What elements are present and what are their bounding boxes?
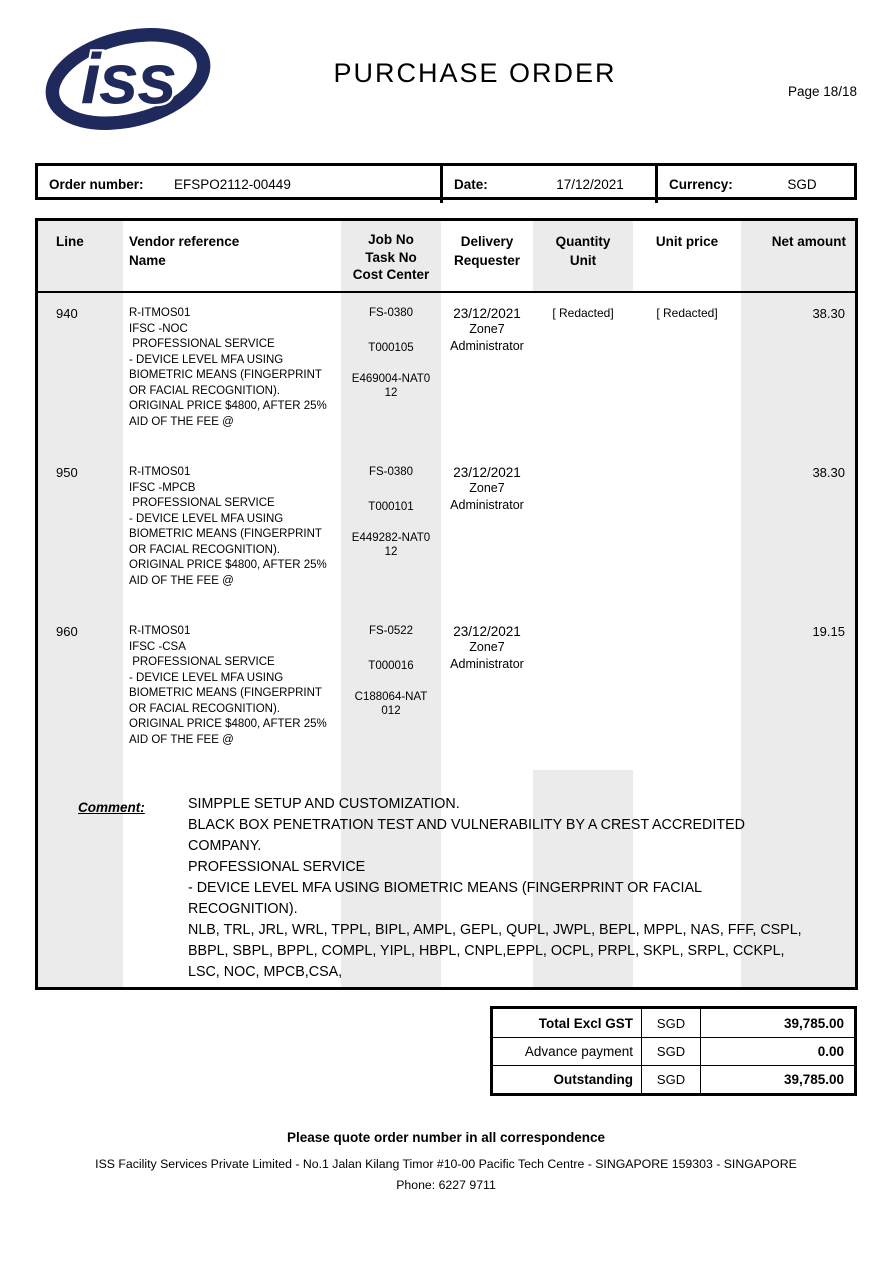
requester-line: Administrator xyxy=(450,657,524,671)
unit-price-cell: [ Redacted] xyxy=(656,306,718,320)
delivery-cell xyxy=(441,611,533,770)
line-number-cell: 950 xyxy=(56,465,78,480)
totals-label: Outstanding xyxy=(553,1072,633,1087)
vendor-line: IFSC -CSA xyxy=(129,640,186,653)
cost-center-line: E469004-NAT0 xyxy=(351,373,431,385)
column-header-vendor xyxy=(123,221,341,291)
vendor-line: - DEVICE LEVEL MFA USING xyxy=(129,353,284,366)
cost-center xyxy=(341,531,441,559)
date-label: Date: xyxy=(454,177,488,192)
vendor-line: AID OF THE FEE @ xyxy=(129,733,234,746)
currency-label-cell xyxy=(655,166,750,203)
table-body-spacer xyxy=(38,770,855,786)
document-title: PURCHASE ORDER xyxy=(333,58,617,88)
vendor-cell xyxy=(123,611,341,770)
footer-phone-line: Phone: 6227 9711 xyxy=(396,1178,496,1192)
footer-quote-note: Please quote order number in all correspondence xyxy=(286,1130,606,1145)
column-header-unit-price: Unit price xyxy=(655,234,719,249)
vendor-line: AID OF THE FEE @ xyxy=(129,415,234,428)
delivery-date: 23/12/2021 xyxy=(453,465,521,480)
vendor-line: ORIGINAL PRICE $4800, AFTER 25% xyxy=(129,559,327,571)
totals-row xyxy=(493,1009,854,1037)
task-no: T000016 xyxy=(368,660,414,672)
order-header-bar xyxy=(35,163,857,200)
job-cell xyxy=(341,293,441,452)
comment-line: PROFESSIONAL SERVICE xyxy=(188,859,366,875)
job-cell xyxy=(341,611,441,770)
totals-label: Advance payment xyxy=(524,1044,633,1059)
unit-price-cell xyxy=(633,452,741,611)
comment-line: LSC, NOC, MPCB,CSA, xyxy=(188,964,343,980)
table-row xyxy=(38,611,855,770)
vendor-line: IFSC -NOC xyxy=(129,322,188,335)
task-no: T000101 xyxy=(368,501,414,513)
requester-line: Zone7 xyxy=(469,322,505,336)
column-header-job xyxy=(341,221,441,291)
iss-logo-icon xyxy=(38,26,218,132)
column-header-job-line2: Task No xyxy=(365,249,417,265)
comment-line: SIMPPLE SETUP AND CUSTOMIZATION. xyxy=(188,796,460,812)
comment-label: Comment: xyxy=(78,800,145,815)
delivery-date: 23/12/2021 xyxy=(453,624,521,639)
logo-text: iss xyxy=(80,39,176,120)
order-number-label: Order number: xyxy=(49,177,144,192)
table-body xyxy=(38,293,855,770)
requester-line: Zone7 xyxy=(469,640,505,654)
column-header-quantity-line1: Quantity xyxy=(555,234,611,249)
cost-center-line: C188064-NAT xyxy=(354,691,428,703)
comment-line: RECOGNITION). xyxy=(188,901,298,917)
totals-amount: 0.00 xyxy=(817,1044,844,1059)
line-number-cell: 940 xyxy=(56,306,78,321)
comment-section xyxy=(38,786,855,987)
column-header-job-line3: Cost Center xyxy=(352,267,430,282)
column-header-delivery-line1: Delivery xyxy=(460,234,514,249)
requester-line: Administrator xyxy=(450,498,524,512)
totals-table xyxy=(490,1006,857,1096)
cost-center-line: E449282-NAT0 xyxy=(351,532,431,544)
vendor-line: R-ITMOS01 xyxy=(129,466,191,478)
table-row xyxy=(38,452,855,611)
cost-center xyxy=(341,372,441,400)
cost-center-line: 12 xyxy=(384,387,398,399)
task-no: T000105 xyxy=(368,342,414,354)
line-number-cell: 960 xyxy=(56,624,78,639)
job-no: FS-0380 xyxy=(368,307,414,319)
vendor-cell xyxy=(123,452,341,611)
vendor-line: IFSC -MPCB xyxy=(129,481,196,494)
vendor-line: PROFESSIONAL SERVICE xyxy=(129,656,275,668)
order-number-value: EFSPO2112-00449 xyxy=(174,177,291,192)
totals-row xyxy=(493,1065,854,1093)
vendor-line: - DEVICE LEVEL MFA USING xyxy=(129,512,284,525)
currency-label: Currency: xyxy=(669,177,733,192)
column-header-quantity-line2: Unit xyxy=(569,253,597,268)
vendor-line: BIOMETRIC MEANS (FINGERPRINT xyxy=(129,369,322,381)
vendor-line: OR FACIAL RECOGNITION). xyxy=(129,543,281,556)
totals-amount: 39,785.00 xyxy=(783,1072,844,1087)
vendor-line: R-ITMOS01 xyxy=(129,307,191,319)
cost-center-line: 12 xyxy=(384,546,398,558)
totals-currency: SGD xyxy=(641,1038,701,1065)
cost-center xyxy=(341,690,441,718)
quantity-cell: [ Redacted] xyxy=(533,293,633,452)
delivery-cell xyxy=(441,452,533,611)
delivery-cell xyxy=(441,293,533,452)
quantity-cell xyxy=(533,611,633,770)
vendor-line: PROFESSIONAL SERVICE xyxy=(129,497,275,509)
vendor-cell xyxy=(123,293,341,452)
vendor-line: AID OF THE FEE @ xyxy=(129,574,234,587)
vendor-line: OR FACIAL RECOGNITION). xyxy=(129,384,281,397)
vendor-line: ORIGINAL PRICE $4800, AFTER 25% xyxy=(129,718,327,730)
date-value: 17/12/2021 xyxy=(556,177,624,192)
page-number: Page 18/18 xyxy=(787,84,857,99)
column-header-vendor-line1: Vendor reference xyxy=(129,234,240,249)
totals-currency: SGD xyxy=(641,1009,701,1037)
cost-center-line: 012 xyxy=(381,705,401,717)
date-label-cell xyxy=(440,166,525,203)
vendor-line: - DEVICE LEVEL MFA USING xyxy=(129,671,284,684)
net-amount-cell: 38.30 xyxy=(812,306,845,321)
unit-price-cell xyxy=(633,611,741,770)
delivery-date: 23/12/2021 xyxy=(453,306,521,321)
net-amount-cell: 19.15 xyxy=(812,624,845,639)
comment-line: - DEVICE LEVEL MFA USING BIOMETRIC MEANS (FINGERPRINT OR FACIAL xyxy=(188,880,702,896)
vendor-line: BIOMETRIC MEANS (FINGERPRINT xyxy=(129,687,322,699)
currency-value: SGD xyxy=(787,177,817,192)
line-items-table xyxy=(35,218,858,990)
net-amount-cell: 38.30 xyxy=(812,465,845,480)
vendor-line: OR FACIAL RECOGNITION). xyxy=(129,702,281,715)
column-header-quantity xyxy=(533,221,633,291)
footer-company-line: ISS Facility Services Private Limited - No.1 Jalan Kilang Timor #10-00 Pacific Tech Centre - SINGAPORE 159303 - SINGAPORE xyxy=(95,1157,797,1171)
column-header-vendor-line2: Name xyxy=(129,253,166,268)
vendor-line: ORIGINAL PRICE $4800, AFTER 25% xyxy=(129,400,327,412)
comment-line: BLACK BOX PENETRATION TEST AND VULNERABILITY BY A CREST ACCREDITED xyxy=(188,817,745,833)
column-header-delivery-line2: Requester xyxy=(453,253,521,268)
quantity-cell xyxy=(533,452,633,611)
job-cell xyxy=(341,452,441,611)
vendor-line: R-ITMOS01 xyxy=(129,625,191,637)
totals-currency: SGD xyxy=(641,1066,701,1093)
column-header-delivery xyxy=(441,221,533,291)
vendor-line: BIOMETRIC MEANS (FINGERPRINT xyxy=(129,528,322,540)
vendor-line: PROFESSIONAL SERVICE xyxy=(129,338,275,350)
requester-line: Administrator xyxy=(450,339,524,353)
totals-label: Total Excl GST xyxy=(538,1015,633,1031)
column-header-line: Line xyxy=(56,234,84,249)
column-header-job-line1: Job No xyxy=(368,232,414,247)
job-no: FS-0522 xyxy=(368,625,414,637)
comment-line: BBPL, SBPL, BPPL, COMPL, YIPL, HBPL, CNPL,EPPL, OCPL, PRPL, SKPL, SRPL, CCKPL, xyxy=(188,943,785,959)
table-row xyxy=(38,293,855,452)
requester-line: Zone7 xyxy=(469,481,505,495)
iss-logo xyxy=(38,26,218,132)
comment-line: COMPANY. xyxy=(188,838,262,854)
totals-amount: 39,785.00 xyxy=(783,1015,844,1031)
comment-text xyxy=(188,794,855,983)
table-header-row xyxy=(38,221,855,293)
column-header-net-amount: Net amount xyxy=(771,234,846,249)
comment-line: NLB, TRL, JRL, WRL, TPPL, BIPL, AMPL, GEPL, QUPL, JWPL, BEPL, MPPL, NAS, FFF, CSPL, xyxy=(188,922,802,938)
totals-row xyxy=(493,1037,854,1065)
job-no: FS-0380 xyxy=(368,466,414,478)
